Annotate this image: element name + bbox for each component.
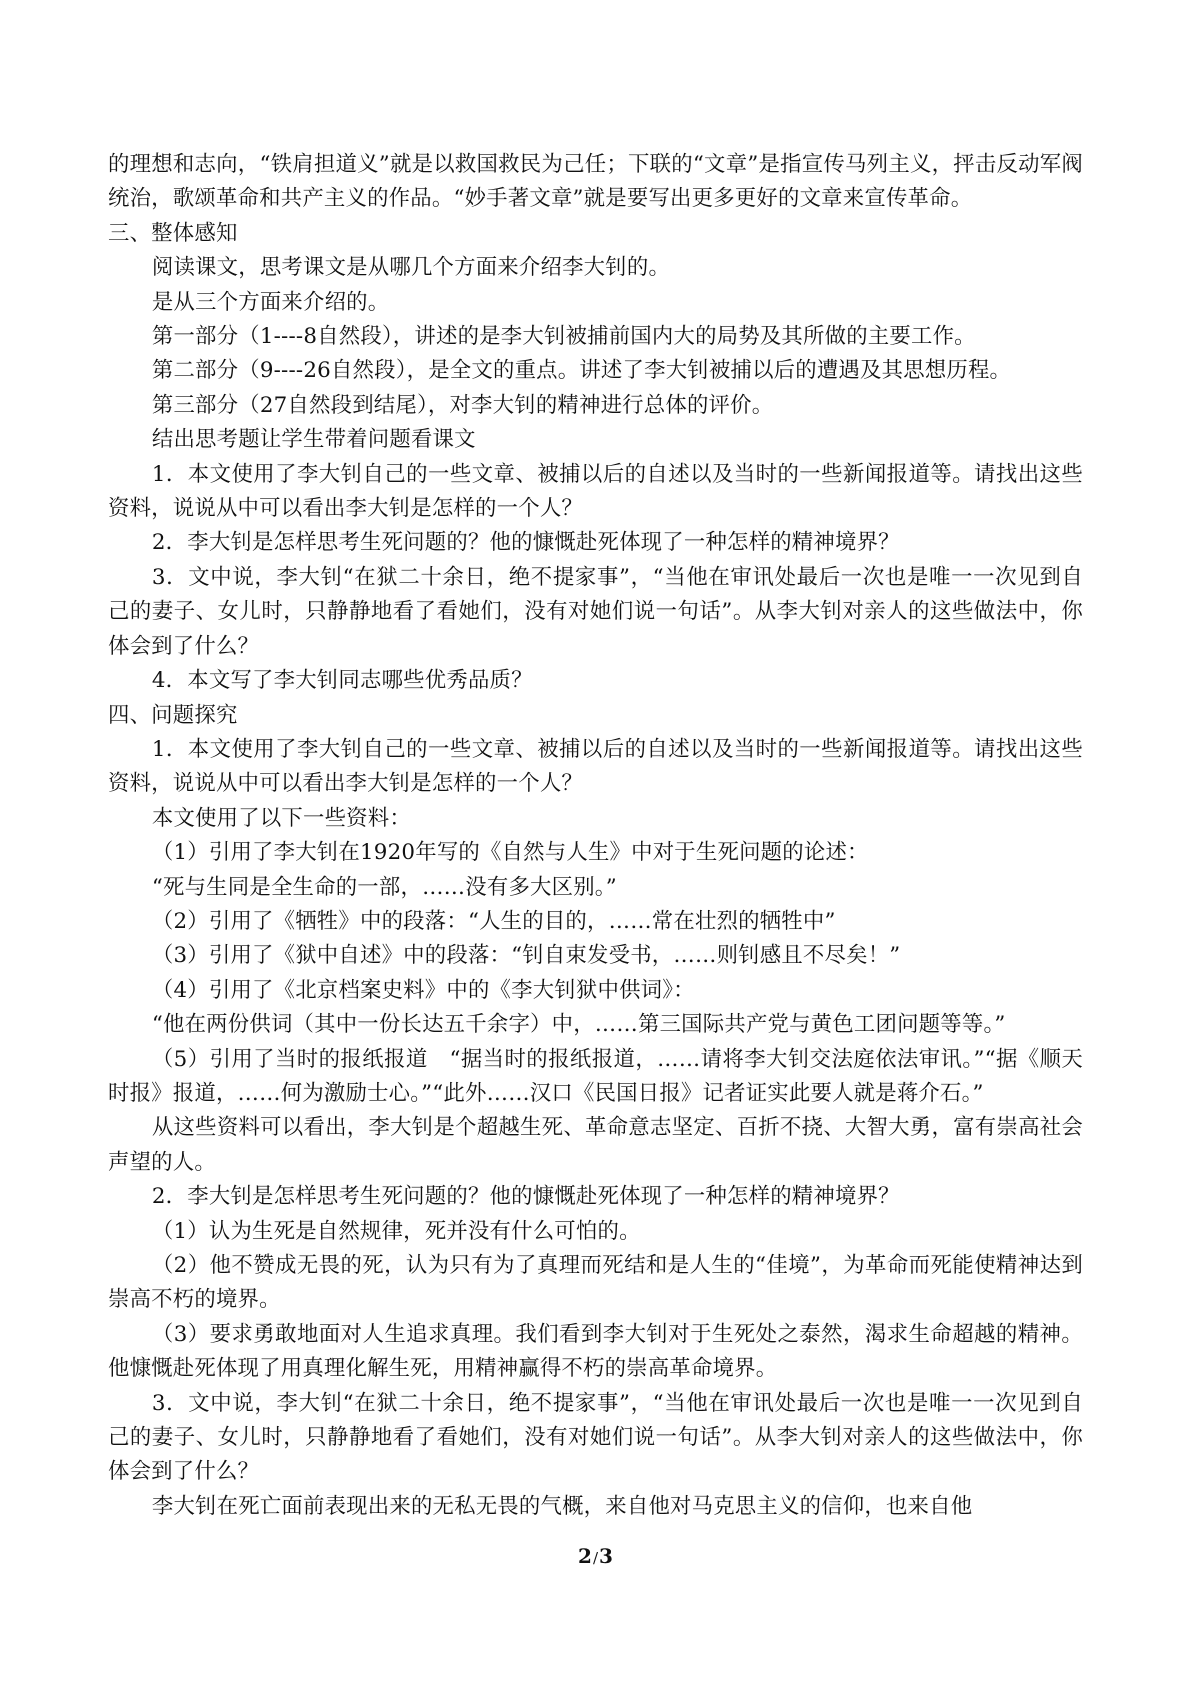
body-paragraph: 3．文中说，李大钊“在狱二十余日，绝不提家事”，“当他在审讯处最后一次也是唯一一次见到自己的妻子、女儿时，只静静地看了看她们，没有对她们说一句话”。从李大钊对亲人的这些做法中，你体会到了什么？ bbox=[108, 564, 1083, 659]
body-paragraph: 2．李大钊是怎样思考生死问题的？他的慷慨赴死体现了一种怎样的精神境界？ bbox=[151, 530, 900, 556]
body-paragraph: 第二部分（9----26自然段），是全文的重点。讲述了李大钊被捕以后的遭遇及其思想历程。 bbox=[151, 358, 1012, 384]
body-paragraph: （1）引用了李大钊在1920年写的《自然与人生》中对于生死问题的论述： bbox=[151, 840, 869, 866]
body-paragraph: （2）他不赞成无畏的死，认为只有为了真理而死结和是人生的“佳境”，为革命而死能使精神达到崇高不朽的境界。 bbox=[108, 1253, 1083, 1313]
body-paragraph: 是从三个方面来介绍的。 bbox=[151, 289, 390, 315]
body-paragraph: 结出思考题让学生带着问题看课文 bbox=[151, 427, 476, 453]
body-paragraph: （5）引用了当时的报纸报道 “据当时的报纸报道，……请将李大钊交法庭依法审讯。”“据《顺天时报》报道，……何为激励士心。”“此外……汉口《民国日报》记者证实此要人就是蒋介石。” bbox=[108, 1046, 1083, 1106]
body-paragraph: 4．本文写了李大钊同志哪些优秀品质？ bbox=[151, 668, 533, 694]
body-paragraph: （4）引用了《北京档案史料》中的《李大钊狱中供词》： bbox=[151, 977, 695, 1003]
page-number bbox=[0, 1544, 1191, 1568]
body-paragraph: “他在两份供词（其中一份长达五千余字）中，……第三国际共产党与黄色工团问题等等。” bbox=[151, 1012, 1006, 1038]
body-paragraph: （1）认为生死是自然规律，死并没有什么可怕的。 bbox=[151, 1218, 641, 1244]
body-paragraph: 第一部分（1----8自然段），讲述的是李大钊被捕前国内大的局势及其所做的主要工作。 bbox=[151, 324, 976, 350]
body-paragraph: 3．文中说，李大钊“在狱二十余日，绝不提家事”，“当他在审讯处最后一次也是唯一一次见到自己的妻子、女儿时，只静静地看了看她们，没有对她们说一句话”。从李大钊对亲人的这些做法中，你体会到了什么？ bbox=[108, 1390, 1083, 1485]
body-paragraph: 李大钊在死亡面前表现出来的无私无畏的气概，来自他对马克思主义的信仰，也来自他 bbox=[151, 1493, 973, 1519]
page-separator: / bbox=[592, 1549, 599, 1567]
document-body bbox=[108, 148, 1083, 1524]
section-heading: 四、问题探究 bbox=[108, 702, 238, 728]
body-paragraph: 2．李大钊是怎样思考生死问题的？他的慷慨赴死体现了一种怎样的精神境界？ bbox=[151, 1184, 900, 1210]
body-paragraph: 阅读课文，思考课文是从哪几个方面来介绍李大钊的。 bbox=[151, 255, 671, 281]
body-paragraph: 的理想和志向，“铁肩担道义”就是以救国救民为己任；下联的“文章”是指宣传马列主义，抨击反动军阀统治，歌颂革命和共产主义的作品。“妙手著文章”就是要写出更多更好的文章来宣传革命。 bbox=[108, 152, 1083, 212]
page-total: 3 bbox=[599, 1544, 613, 1568]
page-current: 2 bbox=[578, 1544, 592, 1568]
section-heading: 三、整体感知 bbox=[108, 220, 238, 246]
body-paragraph: （2）引用了《牺牲》中的段落：“人生的目的，……常在壮烈的牺牲中” bbox=[151, 908, 836, 934]
body-paragraph: 1．本文使用了李大钊自己的一些文章、被捕以后的自述以及当时的一些新闻报道等。请找出这些资料，说说从中可以看出李大钊是怎样的一个人？ bbox=[108, 736, 1083, 797]
body-paragraph: 1．本文使用了李大钊自己的一些文章、被捕以后的自述以及当时的一些新闻报道等。请找出这些资料，说说从中可以看出李大钊是怎样的一个人？ bbox=[108, 461, 1083, 522]
body-paragraph: （3）要求勇敢地面对人生追求真理。我们看到李大钊对于生死处之泰然，渴求生命超越的精神。他慷慨赴死体现了用真理化解生死，用精神赢得不朽的崇高革命境界。 bbox=[108, 1321, 1083, 1382]
body-paragraph: 第三部分（27自然段到结尾），对李大钊的精神进行总体的评价。 bbox=[151, 392, 774, 418]
body-paragraph: 本文使用了以下一些资料： bbox=[151, 805, 411, 831]
body-paragraph: （3）引用了《狱中自述》中的段落：“钊自束发受书，……则钊感且不尽矣！” bbox=[151, 943, 901, 969]
body-paragraph: “死与生同是全生命的一部，……没有多大区别。” bbox=[151, 874, 617, 900]
body-paragraph: 从这些资料可以看出，李大钊是个超越生死、革命意志坚定、百折不挠、大智大勇，富有崇高社会声望的人。 bbox=[108, 1115, 1083, 1175]
